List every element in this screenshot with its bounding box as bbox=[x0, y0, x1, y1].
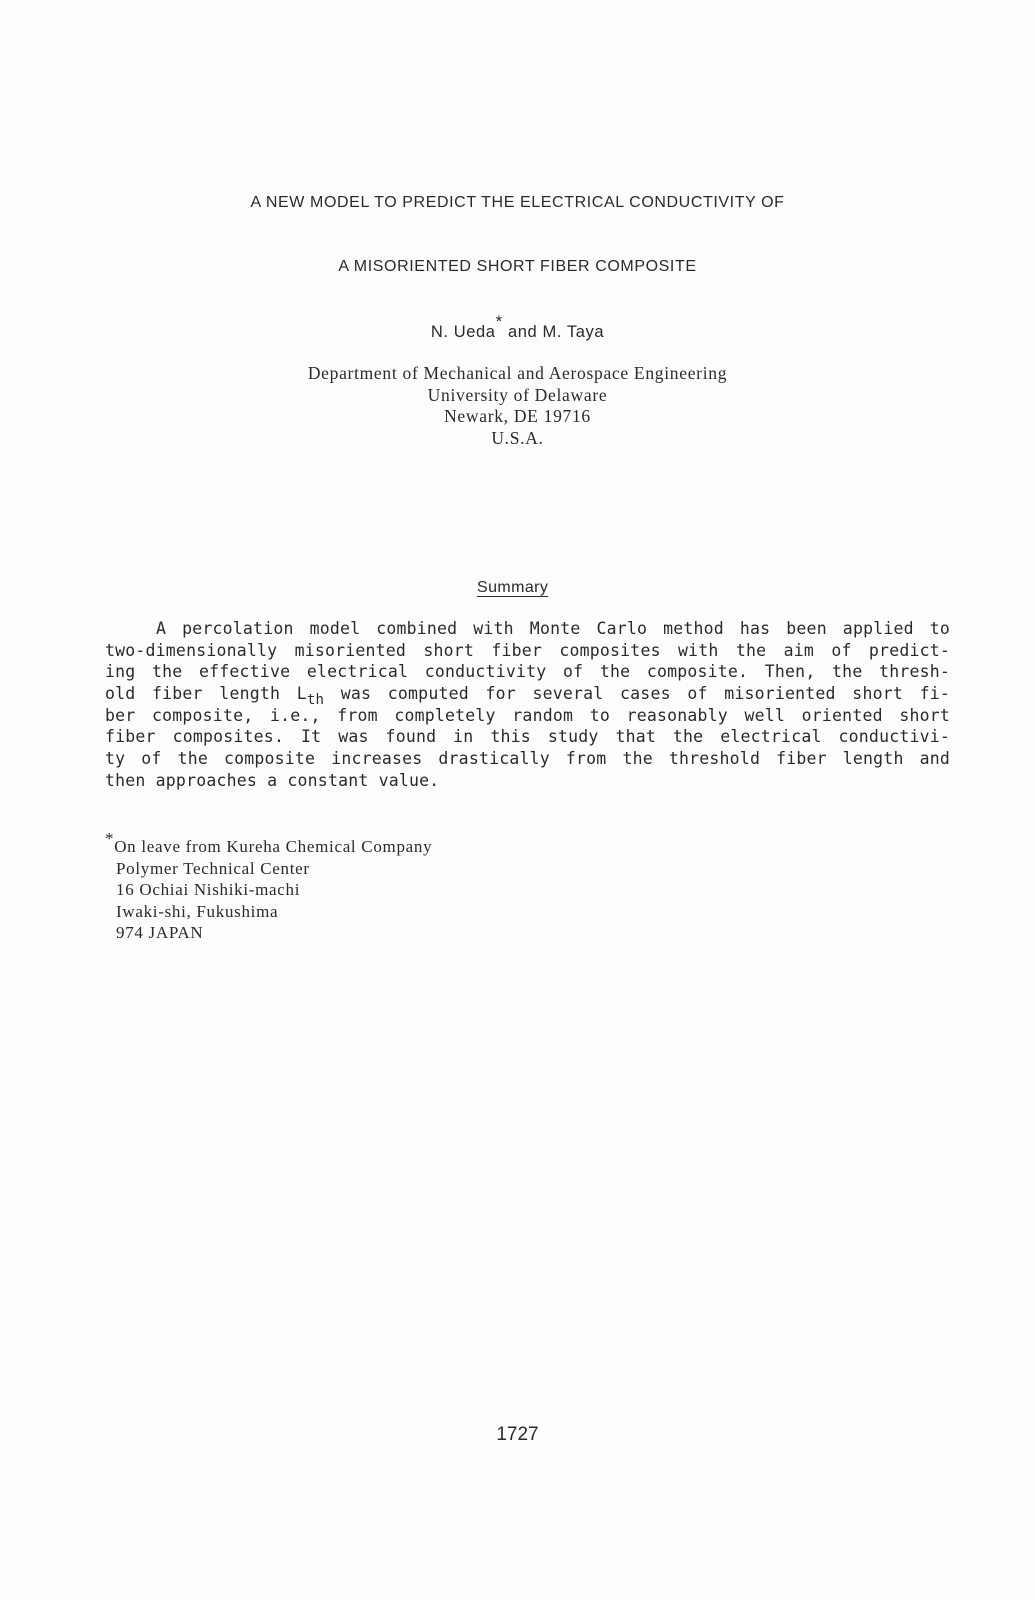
affiliation-city: Newark, DE 19716 bbox=[444, 406, 591, 426]
summary-line: fiber composites. It was found in this study that the electrical conductivi- bbox=[105, 727, 950, 747]
footnote-line: *On leave from Kureha Chemical Company bbox=[105, 829, 433, 856]
summary-line: ber composite, i.e., from completely random to reasonably well oriented short bbox=[105, 705, 950, 725]
footnote-line: Polymer Technical Center bbox=[116, 858, 310, 878]
summary-line-part: was computed for several cases of misoriented short fi- bbox=[324, 684, 950, 704]
summary-line-part: old fiber length L bbox=[105, 684, 307, 704]
subscript-th: th bbox=[306, 692, 325, 709]
affiliation bbox=[0, 363, 1035, 449]
summary-line: ty of the composite increases drastically from the threshold fiber length and bbox=[105, 749, 950, 769]
summary-line: A percolation model combined with Monte Carlo method has been applied to bbox=[156, 619, 950, 638]
affiliation-university: University of Delaware bbox=[427, 384, 608, 405]
footnote bbox=[105, 829, 433, 944]
summary-heading: Summary bbox=[477, 579, 549, 596]
author-first: N. Ueda bbox=[430, 323, 496, 341]
footnote-line: 974 JAPAN bbox=[116, 923, 204, 943]
footnote-mark: * bbox=[105, 829, 115, 848]
title-line-1: A NEW MODEL TO PREDICT THE ELECTRICAL CONDUCTIVITY OF bbox=[250, 194, 785, 211]
affiliation-country: U.S.A. bbox=[491, 427, 544, 448]
summary-line-with-symbol bbox=[105, 683, 950, 709]
footnote-line: 16 Ochiai Nishiki-machi bbox=[116, 880, 301, 900]
title-line-2: A MISORIENTED SHORT FIBER COMPOSITE bbox=[338, 258, 697, 275]
affiliation-department: Department of Mechanical and Aerospace Engineering bbox=[307, 363, 728, 383]
authors bbox=[0, 312, 1035, 342]
summary-line: then approaches a constant value. bbox=[105, 770, 440, 790]
author-footnote-mark: * bbox=[495, 312, 503, 331]
page-number: 1727 bbox=[496, 1424, 539, 1445]
summary-line: ing the effective electrical conductivity of the composite. Then, the thresh- bbox=[105, 662, 950, 682]
author-rest: and M. Taya bbox=[502, 323, 605, 341]
summary-body bbox=[105, 618, 950, 792]
summary-line: two-dimensionally misoriented short fiber composites with the aim of predict- bbox=[105, 640, 950, 660]
footnote-line: Iwaki-shi, Fukushima bbox=[116, 901, 279, 921]
